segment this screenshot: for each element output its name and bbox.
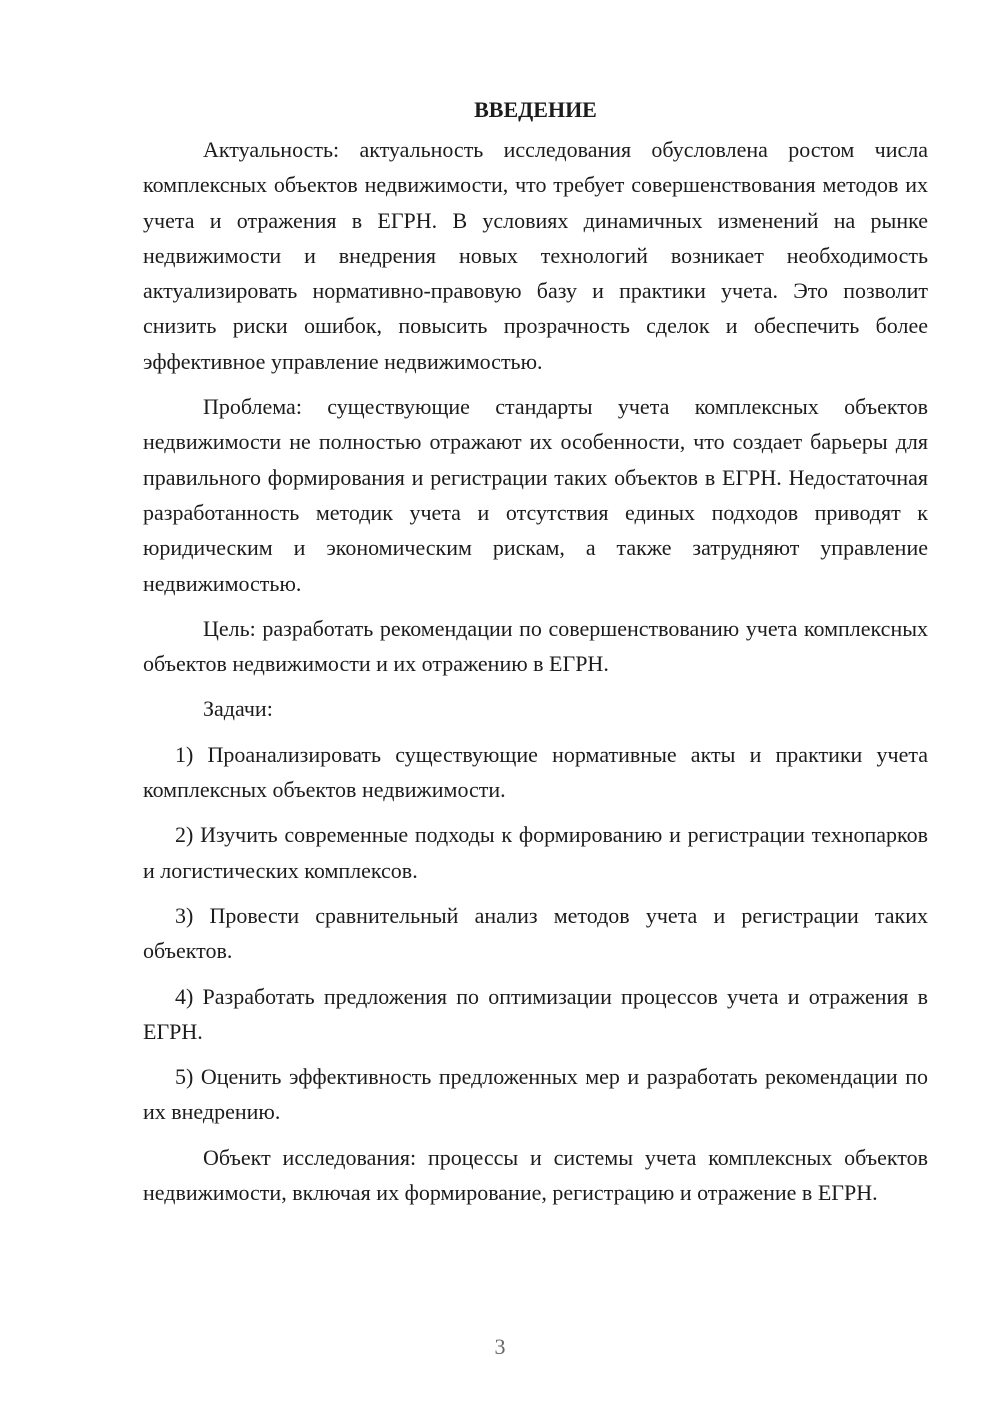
- task-item: 4) Разработать предложения по оптимизации процессов учета и отражения в ЕГРН.: [143, 983, 928, 1044]
- tasks-list: [143, 737, 928, 1130]
- task-item: 1) Проанализировать существующие нормативные акты и практики учета комплексных объектов недвижимости.: [143, 741, 928, 803]
- problem-paragraph: Проблема: существующие стандарты учета комплексных объектов недвижимости не полностью отражают их особенности, что создает барьеры для правильного формирования и регистрации таких объектов в ЕГРН. Недостаточная разработанность методик учета и отсутствия единых подходов приводят к юридическим и экономическим рискам, а также затрудняют управление недвижимостью.: [143, 394, 928, 596]
- relevance-paragraph: Актуальность: актуальность исследования обусловлена ростом числа комплексных объектов недвижимости, что требует совершенствования методов их учета и отражения в ЕГРН. В условиях динамичных изменений на рынке недвижимости и внедрения новых технологий возникает необходимость актуализировать нормативно-правовую базу и практики учета. Это позволит снизить риски ошибок, повысить прозрачность сделок и обеспечить более эффективное управление недвижимостью.: [143, 137, 928, 374]
- page-content: [143, 92, 928, 1220]
- task-item: 5) Оценить эффективность предложенных мер и разработать рекомендации по их внедрению.: [143, 1064, 928, 1125]
- page-number: 3: [494, 1334, 506, 1359]
- section-title: ВВЕДЕНИЕ: [474, 97, 597, 122]
- tasks-heading: Задачи:: [203, 696, 273, 722]
- research-object-paragraph: Объект исследования: процессы и системы учета комплексных объектов недвижимости, включая их формирование, регистрацию и отражение в ЕГРН.: [143, 1144, 928, 1206]
- task-item: 3) Провести сравнительный анализ методов учета и регистрации таких объектов.: [143, 902, 928, 964]
- task-item: 2) Изучить современные подходы к формированию и регистрации технопарков и логистических комплексов.: [143, 822, 928, 883]
- goal-paragraph: Цель: разработать рекомендации по совершенствованию учета комплексных объектов недвижимости и их отражению в ЕГРН.: [143, 615, 928, 677]
